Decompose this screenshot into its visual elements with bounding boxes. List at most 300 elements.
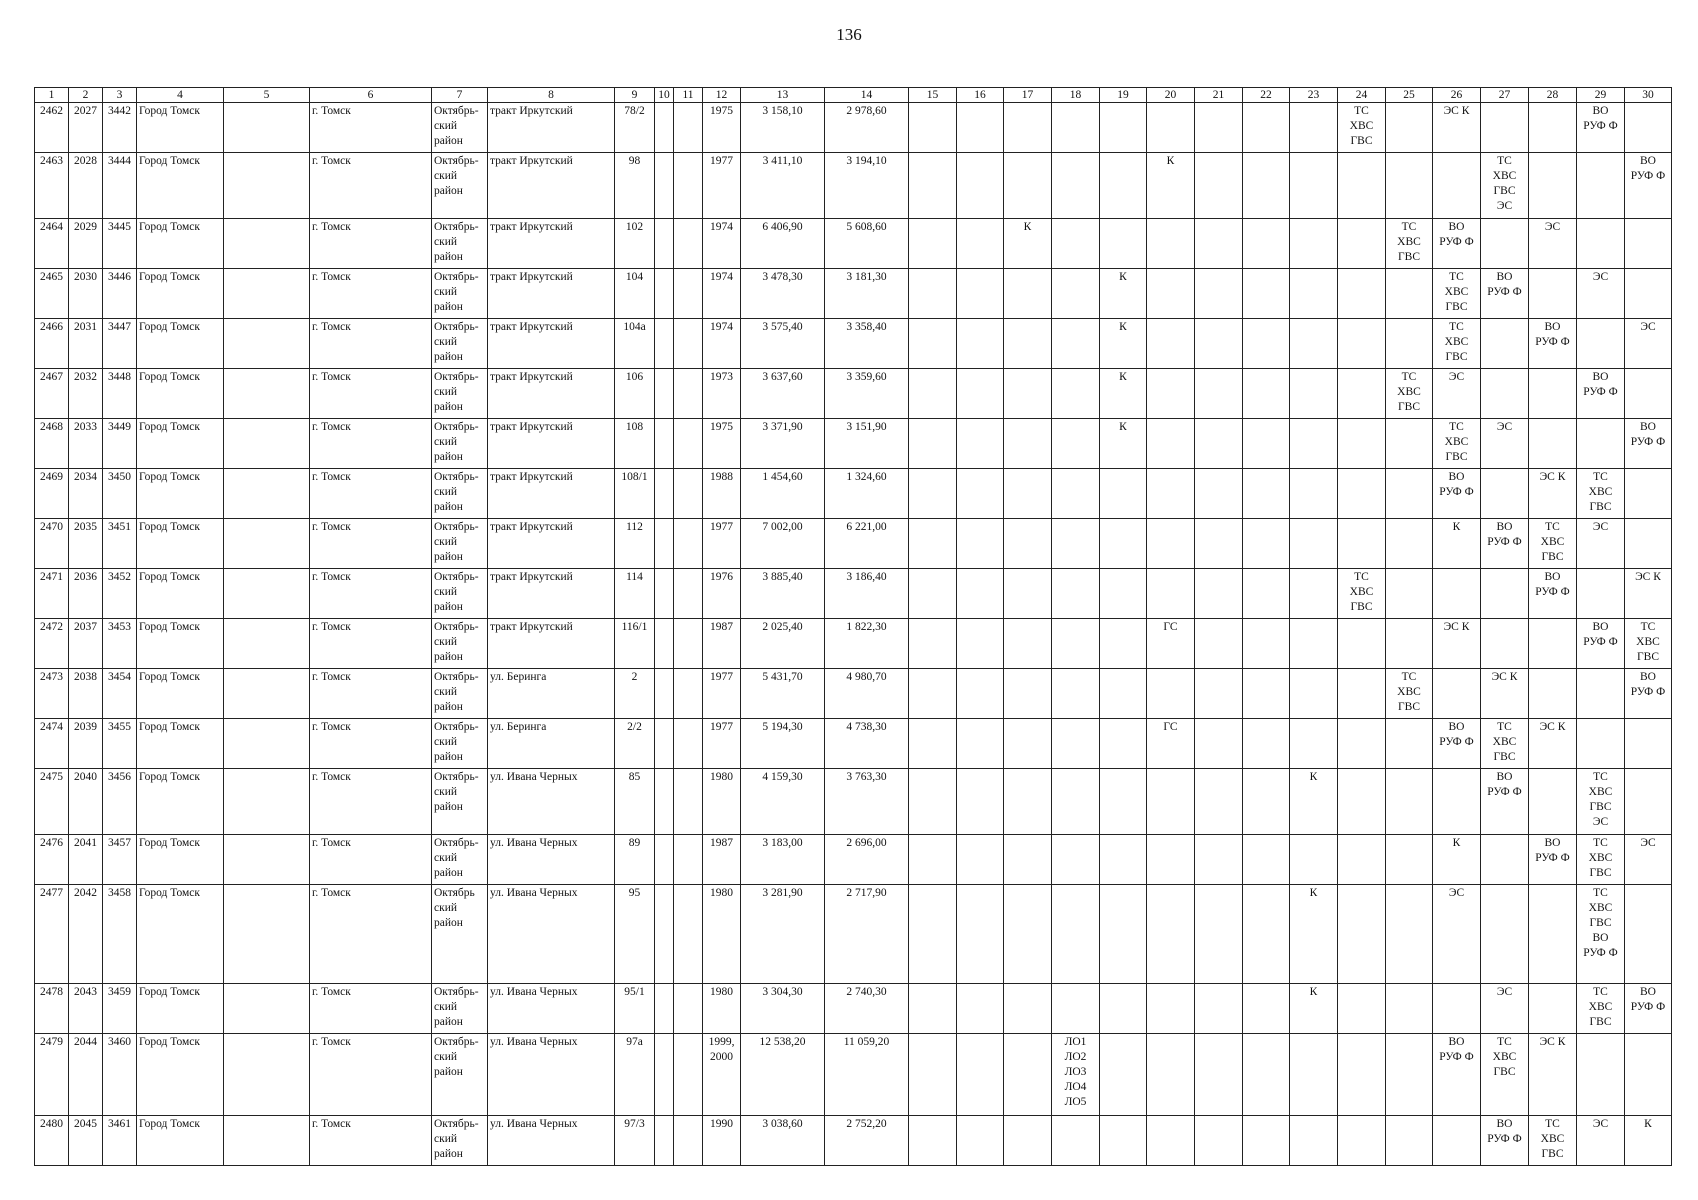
table-cell-col-4: Город Томск [137, 569, 224, 619]
table-cell-col-23 [1290, 1116, 1338, 1166]
table-cell-col-9: 78/2 [615, 103, 655, 153]
table-cell-col-25: ТС ХВС ГВС [1386, 669, 1433, 719]
table-cell-col-4: Город Томск [137, 419, 224, 469]
table-cell-col-11 [674, 153, 703, 219]
table-cell-col-14: 4 980,70 [825, 669, 909, 719]
table-cell-col-14: 2 978,60 [825, 103, 909, 153]
table-cell-col-6: г. Томск [310, 219, 432, 269]
table-cell-col-29 [1577, 219, 1625, 269]
table-cell-col-11 [674, 219, 703, 269]
table-row [35, 269, 1672, 319]
table-cell-col-20 [1147, 769, 1195, 835]
table-cell-col-16 [957, 885, 1004, 984]
table-cell-col-5 [224, 835, 310, 885]
table-cell-col-14: 4 738,30 [825, 719, 909, 769]
table-cell-col-5 [224, 153, 310, 219]
table-cell-col-23: К [1290, 769, 1338, 835]
table-cell-col-29 [1577, 319, 1625, 369]
table-cell-col-5 [224, 219, 310, 269]
table-cell-col-30: ТС ХВС ГВС [1625, 619, 1672, 669]
table-cell-col-1: 2465 [35, 269, 69, 319]
table-cell-col-16 [957, 984, 1004, 1034]
table-cell-col-13: 3 281,90 [741, 885, 825, 984]
table-cell-col-20 [1147, 1116, 1195, 1166]
table-cell-col-30 [1625, 469, 1672, 519]
table-cell-col-18 [1052, 469, 1100, 519]
table-cell-col-9: 97а [615, 1034, 655, 1116]
table-cell-col-27 [1481, 469, 1529, 519]
table-cell-col-10 [655, 619, 674, 669]
table-cell-col-13: 12 538,20 [741, 1034, 825, 1116]
table-cell-col-10 [655, 219, 674, 269]
table-cell-col-24 [1338, 769, 1386, 835]
table-cell-col-27 [1481, 219, 1529, 269]
table-cell-col-19 [1100, 219, 1147, 269]
table-cell-col-11 [674, 1034, 703, 1116]
table-cell-col-6: г. Томск [310, 1034, 432, 1116]
column-number-cell: 30 [1625, 88, 1672, 103]
table-cell-col-6: г. Томск [310, 835, 432, 885]
table-cell-col-20 [1147, 569, 1195, 619]
table-cell-col-11 [674, 719, 703, 769]
table-cell-col-11 [674, 984, 703, 1034]
table-cell-col-6: г. Томск [310, 769, 432, 835]
table-cell-col-12: 1975 [703, 419, 741, 469]
table-cell-col-2: 2028 [69, 153, 103, 219]
table-cell-col-3: 3450 [103, 469, 137, 519]
table-cell-col-6: г. Томск [310, 719, 432, 769]
table-cell-col-29: ТС ХВС ГВС ЭС [1577, 769, 1625, 835]
table-cell-col-24 [1338, 469, 1386, 519]
table-cell-col-13: 6 406,90 [741, 219, 825, 269]
table-cell-col-20 [1147, 419, 1195, 469]
table-cell-col-12: 1977 [703, 153, 741, 219]
table-cell-col-10 [655, 1116, 674, 1166]
table-cell-col-13: 3 038,60 [741, 1116, 825, 1166]
table-cell-col-26: ВО РУФ Ф [1433, 469, 1481, 519]
table-cell-col-12: 1977 [703, 519, 741, 569]
table-cell-col-10 [655, 769, 674, 835]
table-cell-col-6: г. Томск [310, 569, 432, 619]
table-cell-col-1: 2475 [35, 769, 69, 835]
table-cell-col-5 [224, 669, 310, 719]
table-cell-col-19 [1100, 469, 1147, 519]
table-cell-col-22 [1243, 153, 1290, 219]
table-cell-col-13: 3 304,30 [741, 984, 825, 1034]
table-cell-col-27: ВО РУФ Ф [1481, 769, 1529, 835]
table-cell-col-3: 3449 [103, 419, 137, 469]
table-cell-col-3: 3459 [103, 984, 137, 1034]
table-cell-col-7: Октябрь- ский район [432, 419, 488, 469]
table-cell-col-9: 89 [615, 835, 655, 885]
table-cell-col-4: Город Томск [137, 769, 224, 835]
table-cell-col-12: 1974 [703, 269, 741, 319]
table-cell-col-10 [655, 369, 674, 419]
table-cell-col-17 [1004, 319, 1052, 369]
table-cell-col-20 [1147, 885, 1195, 984]
table-cell-col-1: 2479 [35, 1034, 69, 1116]
table-cell-col-8: тракт Иркутский [488, 469, 615, 519]
table-cell-col-19: К [1100, 369, 1147, 419]
table-row [35, 153, 1672, 219]
table-cell-col-21 [1195, 319, 1243, 369]
table-cell-col-19: К [1100, 419, 1147, 469]
table-cell-col-29: ТС ХВС ГВС [1577, 835, 1625, 885]
table-cell-col-8: ул. Ивана Черных [488, 1034, 615, 1116]
table-cell-col-6: г. Томск [310, 1116, 432, 1166]
table-cell-col-17 [1004, 719, 1052, 769]
table-cell-col-7: Октябрь- ский район [432, 669, 488, 719]
table-cell-col-7: Октябрь- ский район [432, 153, 488, 219]
table-row [35, 1034, 1672, 1116]
table-cell-col-9: 106 [615, 369, 655, 419]
column-number-cell: 14 [825, 88, 909, 103]
table-cell-col-26 [1433, 984, 1481, 1034]
table-cell-col-28: ЭС К [1529, 1034, 1577, 1116]
table-cell-col-6: г. Томск [310, 984, 432, 1034]
table-cell-col-18 [1052, 319, 1100, 369]
table-cell-col-22 [1243, 469, 1290, 519]
table-cell-col-27 [1481, 569, 1529, 619]
table-cell-col-14: 3 151,90 [825, 419, 909, 469]
table-cell-col-28 [1529, 419, 1577, 469]
table-cell-col-30: ЭС [1625, 319, 1672, 369]
table-cell-col-17 [1004, 269, 1052, 319]
table-cell-col-3: 3447 [103, 319, 137, 369]
table-cell-col-26 [1433, 569, 1481, 619]
table-row [35, 469, 1672, 519]
table-cell-col-5 [224, 619, 310, 669]
column-number-cell: 2 [69, 88, 103, 103]
table-cell-col-10 [655, 984, 674, 1034]
table-cell-col-2: 2037 [69, 619, 103, 669]
table-cell-col-6: г. Томск [310, 419, 432, 469]
table-cell-col-20 [1147, 469, 1195, 519]
table-cell-col-11 [674, 769, 703, 835]
table-cell-col-25 [1386, 984, 1433, 1034]
column-number-cell: 8 [488, 88, 615, 103]
table-cell-col-16 [957, 103, 1004, 153]
table-cell-col-8: тракт Иркутский [488, 103, 615, 153]
table-cell-col-23 [1290, 1034, 1338, 1116]
table-cell-col-4: Город Томск [137, 469, 224, 519]
table-cell-col-4: Город Томск [137, 519, 224, 569]
table-cell-col-3: 3445 [103, 219, 137, 269]
table-cell-col-29: ТС ХВС ГВС [1577, 469, 1625, 519]
table-cell-col-9: 95 [615, 885, 655, 984]
table-cell-col-16 [957, 369, 1004, 419]
table-cell-col-12: 1974 [703, 219, 741, 269]
table-cell-col-13: 5 431,70 [741, 669, 825, 719]
table-cell-col-6: г. Томск [310, 319, 432, 369]
table-cell-col-26: ЭС [1433, 885, 1481, 984]
table-cell-col-3: 3458 [103, 885, 137, 984]
table-cell-col-4: Город Томск [137, 369, 224, 419]
table-cell-col-18 [1052, 1116, 1100, 1166]
table-cell-col-26: ЭС [1433, 369, 1481, 419]
table-cell-col-9: 2 [615, 669, 655, 719]
table-cell-col-12: 1988 [703, 469, 741, 519]
table-cell-col-15 [909, 269, 957, 319]
table-cell-col-27: ЭС К [1481, 669, 1529, 719]
table-cell-col-27 [1481, 619, 1529, 669]
table-cell-col-11 [674, 519, 703, 569]
table-cell-col-22 [1243, 269, 1290, 319]
table-cell-col-23 [1290, 219, 1338, 269]
table-cell-col-24 [1338, 519, 1386, 569]
table-cell-col-13: 3 885,40 [741, 569, 825, 619]
table-cell-col-17 [1004, 1034, 1052, 1116]
table-cell-col-9: 114 [615, 569, 655, 619]
column-number-cell: 7 [432, 88, 488, 103]
column-number-cell: 12 [703, 88, 741, 103]
table-cell-col-24 [1338, 153, 1386, 219]
table-cell-col-21 [1195, 569, 1243, 619]
table-cell-col-11 [674, 469, 703, 519]
table-cell-col-9: 108/1 [615, 469, 655, 519]
table-cell-col-19 [1100, 885, 1147, 984]
table-cell-col-7: Октябрь- ский район [432, 769, 488, 835]
table-cell-col-15 [909, 1116, 957, 1166]
table-cell-col-21 [1195, 519, 1243, 569]
table-cell-col-22 [1243, 769, 1290, 835]
table-cell-col-3: 3455 [103, 719, 137, 769]
table-cell-col-18 [1052, 153, 1100, 219]
table-cell-col-26: ТС ХВС ГВС [1433, 419, 1481, 469]
table-cell-col-30 [1625, 369, 1672, 419]
table-cell-col-17 [1004, 369, 1052, 419]
table-cell-col-22 [1243, 419, 1290, 469]
table-cell-col-16 [957, 835, 1004, 885]
table-cell-col-16 [957, 519, 1004, 569]
table-cell-col-1: 2466 [35, 319, 69, 369]
table-cell-col-13: 3 371,90 [741, 419, 825, 469]
column-number-cell: 29 [1577, 88, 1625, 103]
table-cell-col-14: 2 717,90 [825, 885, 909, 984]
table-cell-col-3: 3451 [103, 519, 137, 569]
table-cell-col-2: 2042 [69, 885, 103, 984]
table-cell-col-29 [1577, 153, 1625, 219]
table-cell-col-14: 1 822,30 [825, 619, 909, 669]
table-cell-col-2: 2040 [69, 769, 103, 835]
table-cell-col-26: К [1433, 519, 1481, 569]
table-cell-col-29: ВО РУФ Ф [1577, 619, 1625, 669]
table-cell-col-1: 2474 [35, 719, 69, 769]
table-cell-col-13: 3 411,10 [741, 153, 825, 219]
table-cell-col-14: 2 752,20 [825, 1116, 909, 1166]
table-cell-col-28 [1529, 153, 1577, 219]
table-cell-col-12: 1990 [703, 1116, 741, 1166]
table-cell-col-26 [1433, 669, 1481, 719]
table-cell-col-4: Город Томск [137, 619, 224, 669]
table-cell-col-10 [655, 103, 674, 153]
table-cell-col-20 [1147, 835, 1195, 885]
table-cell-col-6: г. Томск [310, 469, 432, 519]
table-cell-col-8: тракт Иркутский [488, 569, 615, 619]
table-cell-col-10 [655, 319, 674, 369]
table-cell-col-12: 1974 [703, 319, 741, 369]
table-cell-col-3: 3446 [103, 269, 137, 319]
table-cell-col-1: 2476 [35, 835, 69, 885]
table-cell-col-6: г. Томск [310, 369, 432, 419]
table-cell-col-7: Октябрь- ский район [432, 103, 488, 153]
table-cell-col-22 [1243, 719, 1290, 769]
column-number-cell: 25 [1386, 88, 1433, 103]
table-row [35, 369, 1672, 419]
table-cell-col-27 [1481, 369, 1529, 419]
table-cell-col-12: 1975 [703, 103, 741, 153]
table-cell-col-7: Октябрь- ский район [432, 519, 488, 569]
table-cell-col-9: 2/2 [615, 719, 655, 769]
table-cell-col-19 [1100, 769, 1147, 835]
table-cell-col-1: 2463 [35, 153, 69, 219]
table-cell-col-12: 1999, 2000 [703, 1034, 741, 1116]
table-cell-col-28: ТС ХВС ГВС [1529, 519, 1577, 569]
table-cell-col-15 [909, 885, 957, 984]
table-cell-col-15 [909, 1034, 957, 1116]
column-number-cell: 16 [957, 88, 1004, 103]
table-cell-col-20 [1147, 219, 1195, 269]
table-cell-col-27: ЭС [1481, 419, 1529, 469]
table-cell-col-7: Октябрь- ский район [432, 619, 488, 669]
table-cell-col-21 [1195, 369, 1243, 419]
table-cell-col-13: 3 183,00 [741, 835, 825, 885]
column-number-cell: 19 [1100, 88, 1147, 103]
table-cell-col-11 [674, 619, 703, 669]
table-cell-col-30 [1625, 719, 1672, 769]
table-cell-col-21 [1195, 219, 1243, 269]
table-cell-col-30 [1625, 1034, 1672, 1116]
table-cell-col-23 [1290, 519, 1338, 569]
column-number-cell: 9 [615, 88, 655, 103]
table-cell-col-24 [1338, 419, 1386, 469]
table-cell-col-13: 1 454,60 [741, 469, 825, 519]
table-row [35, 219, 1672, 269]
table-cell-col-9: 95/1 [615, 984, 655, 1034]
table-cell-col-14: 6 221,00 [825, 519, 909, 569]
table-cell-col-9: 97/3 [615, 1116, 655, 1166]
table-cell-col-29 [1577, 569, 1625, 619]
table-cell-col-8: ул. Ивана Черных [488, 1116, 615, 1166]
table-cell-col-2: 2041 [69, 835, 103, 885]
table-cell-col-27: ВО РУФ Ф [1481, 1116, 1529, 1166]
table-cell-col-22 [1243, 519, 1290, 569]
table-cell-col-5 [224, 269, 310, 319]
table-row [35, 669, 1672, 719]
table-cell-col-2: 2031 [69, 319, 103, 369]
table-cell-col-30 [1625, 885, 1672, 984]
table-cell-col-15 [909, 419, 957, 469]
table-cell-col-2: 2039 [69, 719, 103, 769]
table-cell-col-18: ЛО1 ЛО2 ЛО3 ЛО4 ЛО5 [1052, 1034, 1100, 1116]
table-cell-col-23 [1290, 835, 1338, 885]
table-cell-col-10 [655, 469, 674, 519]
table-cell-col-20 [1147, 319, 1195, 369]
table-cell-col-6: г. Томск [310, 153, 432, 219]
table-cell-col-20 [1147, 103, 1195, 153]
table-cell-col-8: тракт Иркутский [488, 319, 615, 369]
table-cell-col-17 [1004, 885, 1052, 984]
table-cell-col-12: 1987 [703, 619, 741, 669]
table-cell-col-5 [224, 1116, 310, 1166]
table-cell-col-21 [1195, 269, 1243, 319]
table-cell-col-8: тракт Иркутский [488, 219, 615, 269]
table-cell-col-18 [1052, 619, 1100, 669]
table-cell-col-17 [1004, 103, 1052, 153]
table-cell-col-10 [655, 153, 674, 219]
table-cell-col-8: тракт Иркутский [488, 519, 615, 569]
table-cell-col-29: ЭС [1577, 1116, 1625, 1166]
table-cell-col-4: Город Томск [137, 1034, 224, 1116]
table-cell-col-16 [957, 219, 1004, 269]
table-cell-col-16 [957, 619, 1004, 669]
table-cell-col-25 [1386, 469, 1433, 519]
table-cell-col-23 [1290, 319, 1338, 369]
table-cell-col-28 [1529, 103, 1577, 153]
table-cell-col-27 [1481, 103, 1529, 153]
table-cell-col-18 [1052, 569, 1100, 619]
table-cell-col-30 [1625, 219, 1672, 269]
table-cell-col-16 [957, 1034, 1004, 1116]
table-cell-col-15 [909, 669, 957, 719]
table-cell-col-24 [1338, 1034, 1386, 1116]
table-cell-col-25 [1386, 569, 1433, 619]
table-cell-col-27: ВО РУФ Ф [1481, 269, 1529, 319]
table-cell-col-15 [909, 219, 957, 269]
table-cell-col-25 [1386, 835, 1433, 885]
table-cell-col-10 [655, 1034, 674, 1116]
table-cell-col-23 [1290, 153, 1338, 219]
table-cell-col-10 [655, 419, 674, 469]
table-cell-col-9: 104 [615, 269, 655, 319]
table-cell-col-25 [1386, 619, 1433, 669]
table-cell-col-21 [1195, 885, 1243, 984]
table-cell-col-17 [1004, 569, 1052, 619]
table-cell-col-12: 1980 [703, 769, 741, 835]
table-cell-col-19: К [1100, 319, 1147, 369]
table-cell-col-29 [1577, 419, 1625, 469]
table-cell-col-9: 85 [615, 769, 655, 835]
table-cell-col-15 [909, 835, 957, 885]
table-cell-col-14: 3 359,60 [825, 369, 909, 419]
table-cell-col-21 [1195, 103, 1243, 153]
table-cell-col-11 [674, 319, 703, 369]
table-cell-col-18 [1052, 219, 1100, 269]
table-cell-col-10 [655, 885, 674, 984]
column-number-cell: 22 [1243, 88, 1290, 103]
table-cell-col-2: 2038 [69, 669, 103, 719]
column-number-cell: 11 [674, 88, 703, 103]
table-cell-col-8: ул. Ивана Черных [488, 885, 615, 984]
table-cell-col-3: 3448 [103, 369, 137, 419]
table-cell-col-22 [1243, 669, 1290, 719]
table-cell-col-21 [1195, 984, 1243, 1034]
table-cell-col-3: 3461 [103, 1116, 137, 1166]
table-row [35, 519, 1672, 569]
table-cell-col-16 [957, 153, 1004, 219]
table-cell-col-6: г. Томск [310, 103, 432, 153]
table-cell-col-1: 2462 [35, 103, 69, 153]
table-cell-col-4: Город Томск [137, 835, 224, 885]
table-cell-col-1: 2471 [35, 569, 69, 619]
table-cell-col-2: 2044 [69, 1034, 103, 1116]
table-cell-col-4: Город Томск [137, 719, 224, 769]
table-cell-col-30: ЭС [1625, 835, 1672, 885]
table-cell-col-9: 108 [615, 419, 655, 469]
table-cell-col-1: 2467 [35, 369, 69, 419]
table-cell-col-2: 2034 [69, 469, 103, 519]
table-cell-col-24 [1338, 885, 1386, 984]
